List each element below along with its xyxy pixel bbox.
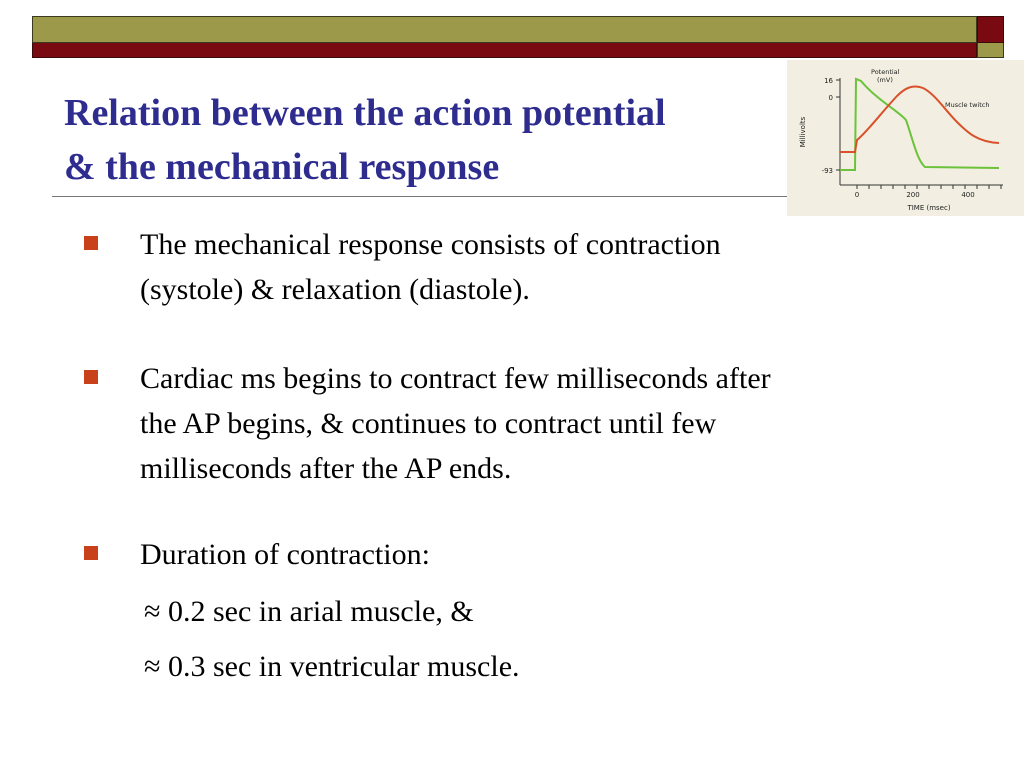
- bullet-marker: [84, 236, 98, 250]
- action-potential-curve: [840, 79, 999, 170]
- bullet-text: [140, 532, 430, 577]
- bullet-line: (systole) & relaxation (diastole).: [140, 273, 530, 306]
- bullet-marker: [84, 546, 98, 560]
- header-bar-red: [32, 43, 977, 58]
- slide-title: [64, 86, 784, 194]
- x-tick-400: 400: [961, 191, 975, 199]
- figure-x-axis-label: TIME (msec): [907, 204, 951, 212]
- x-tick-200: 200: [906, 191, 920, 199]
- title-line-2: & the mechanical response: [64, 146, 500, 188]
- y-tick-0: 0: [828, 94, 833, 102]
- y-tick-neg93: -93: [821, 167, 833, 175]
- potential-label: Potential: [871, 68, 900, 76]
- bullet-line: the AP begins, & continues to contract until few: [140, 407, 717, 440]
- bullet-line: The mechanical response consists of contraction: [140, 228, 721, 261]
- bullet-text: [140, 222, 721, 312]
- bullet-marker: [84, 370, 98, 384]
- bullet-line: milliseconds after the AP ends.: [140, 452, 512, 485]
- header-bar-olive: [32, 16, 977, 43]
- bullet-line: Duration of contraction:: [140, 538, 430, 571]
- figure-y-axis-label: Millivolts: [799, 116, 807, 148]
- bullet-line: Cardiac ms begins to contract few milliseconds after: [140, 362, 771, 395]
- sub-item-ventricular: ≈ 0.3 sec in ventricular muscle.: [144, 650, 520, 683]
- muscle-twitch-curve: [840, 86, 999, 152]
- title-divider: [52, 196, 792, 197]
- twitch-label: Muscle twitch: [945, 101, 990, 109]
- figure-svg: [787, 60, 1024, 216]
- sub-item-atrial: ≈ 0.2 sec in arial muscle, &: [144, 595, 474, 628]
- y-tick-16: 16: [824, 77, 833, 85]
- header-square-olive: [977, 43, 1004, 58]
- potential-unit: (mV): [877, 76, 893, 84]
- x-tick-0: 0: [854, 191, 860, 199]
- header-square-red: [977, 16, 1004, 43]
- bullet-text: [140, 356, 771, 491]
- action-potential-figure: [787, 60, 1024, 216]
- title-line-1: Relation between the action potential: [64, 92, 666, 134]
